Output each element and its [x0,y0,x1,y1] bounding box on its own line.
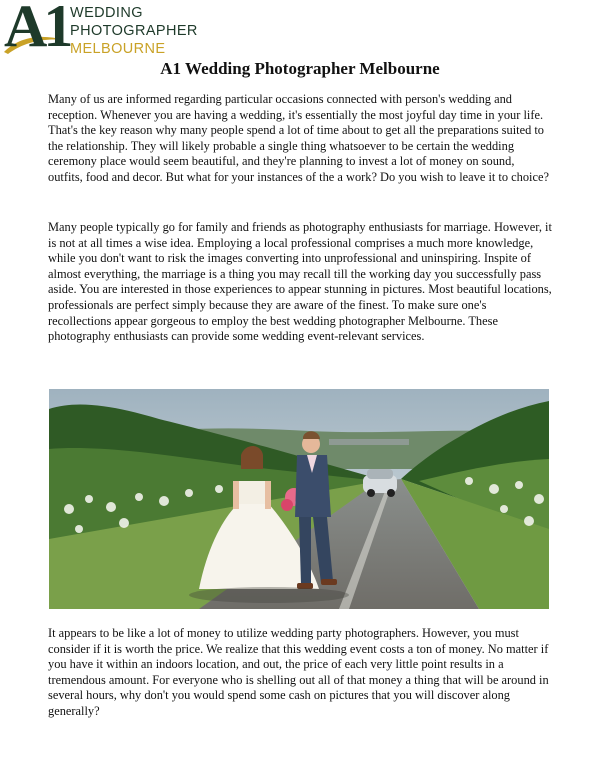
logo-text-wedding: WEDDING [70,5,143,21]
paragraph-intro: Many of us are informed regarding particular occasions connected with person's wedding and reception. Whenever you are having a wedding, it's essentially the most joyful day time in your life. That's the key reason why many people spend a lot of time about to get all the preparations suited to the relationship. They will likely probable a single thing whatsoever to be certain the wedding ceremony place would seem beautiful, and they're planning to invest a lot of money on sound, outfits, food and decor. But what for your instances of the a work? Do you wish to leave it to choice? [48,92,550,184]
wedding-couple-photo [49,389,549,609]
site-logo [2,2,202,60]
logo-mark: A1 [4,0,70,59]
page-title: A1 Wedding Photographer Melbourne [160,59,440,78]
logo-text-photographer: PHOTOGRAPHER [70,23,198,39]
paragraph-worth-the-price: It appears to be like a lot of money to utilize wedding party photographers. However, you must consider if it is worth the price. We realize that this wedding event costs a ton of money. No matter if you have it within an indoors location, and out, the price of each very little point results in a tremendous amount. For everyone who is shelling out all of that money a thing that will be around in several hours, why don't you would spend some cash on pictures that you will discover along generally? [48,626,549,718]
logo-text-melbourne: MELBOURNE [70,41,166,57]
paragraph-family-photographers: Many people typically go for family and friends as photography enthusiasts for marriage. However, it is not at all times a wise idea. Employing a local professional comprises a much more knowledge, while you don't want to risk the images converting into unprofessional and uninspiring. Inspite of almost everything, the marriage is a thing you may recall till the working day you successfully pass aside. You are interested in those experiences to appear stunning in pictures. Most beautiful locations, professionals are perfect simply because they are aware of the finest. To make sure one's recollections appear gorgeous to employ the best wedding photographer Melbourne. These photography enthusiasts can provide some wedding event-relevant services. [48,220,552,344]
